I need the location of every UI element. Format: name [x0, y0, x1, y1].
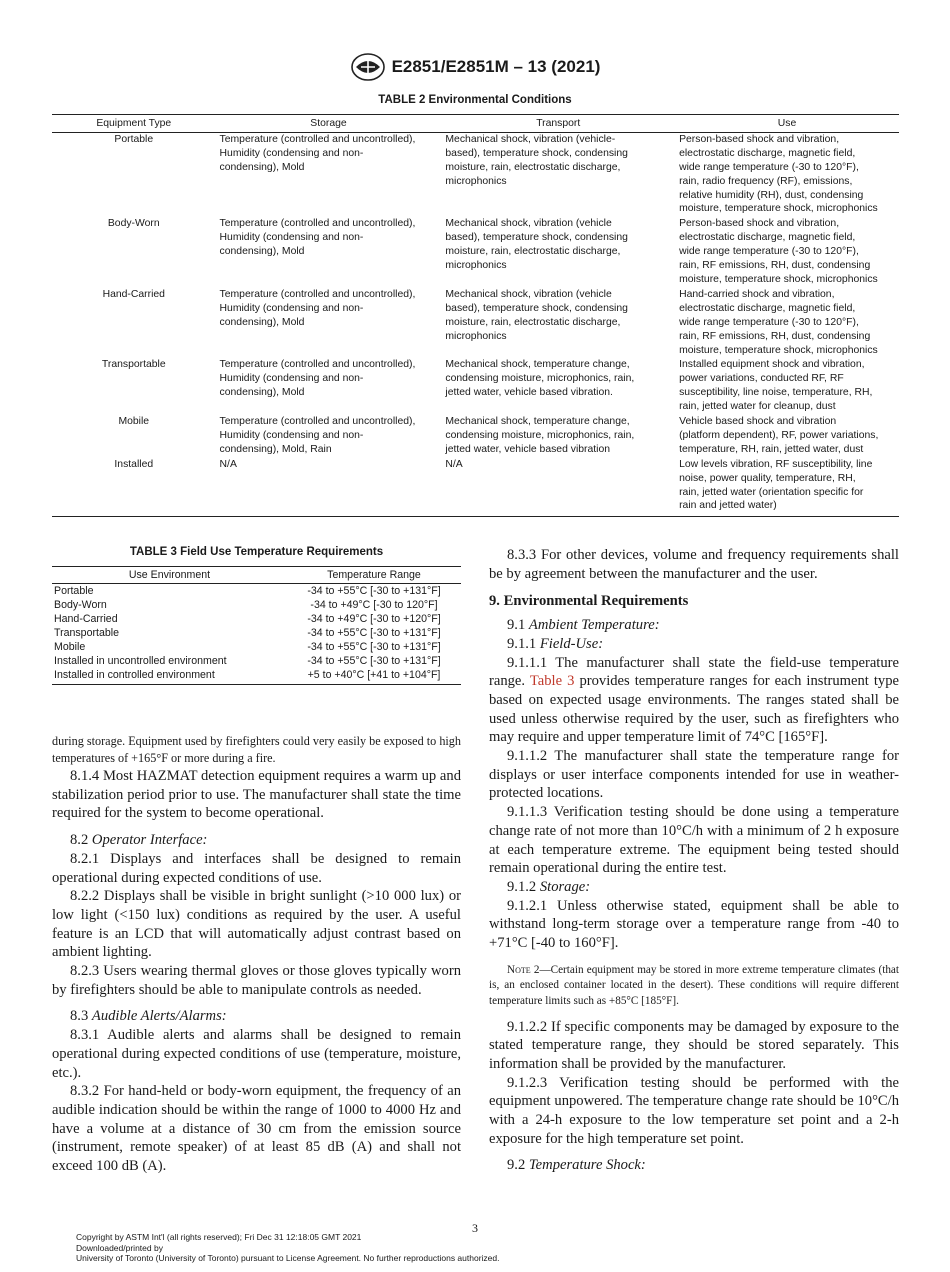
- table3-cell-temperature-range: +5 to +40°C [+41 to +104°F]: [287, 668, 461, 685]
- table2-cell-storage: [216, 415, 442, 458]
- table3-header-row: [52, 567, 461, 584]
- table2-cell-line: moisture, rain, electrostatic discharge,: [445, 316, 621, 328]
- heading-9-2-number: 9.2: [507, 1157, 526, 1174]
- table2-cell-line: Mechanical shock, temperature change,: [445, 416, 630, 428]
- note-2-text: —Certain equipment may be stored in more extreme temperature climates (that is, an enclosed container located in the desert). These conditions will require different temperature limits such as +85°C [185°F].: [489, 963, 899, 1007]
- table2-row: [52, 415, 899, 458]
- table2-cell-transport: [441, 132, 675, 217]
- table2-cell-use: [675, 217, 899, 288]
- heading-8-2: [52, 831, 461, 850]
- heading-9-2-title: Temperature Shock:: [528, 1157, 646, 1174]
- table3-cell-use-environment: Installed in controlled environment: [52, 668, 287, 685]
- table2-cell-line: condensing), Mold: [219, 161, 305, 173]
- table2-cell-line: temperature, RH, rain, jetted water, dust: [679, 443, 864, 455]
- paragraph-8-3-2: 8.3.2 For hand-held or body-worn equipment, the frequency of an audible indication should be within the range of 1000 to 4000 Hz and have a volume at a distance of 30 cm from the emission source (instrument, remote speaker) of at least 85 dB (A) and shall not exceed 100 dB (A).: [52, 1083, 461, 1175]
- table3-cell-temperature-range: -34 to +55°C [-30 to +131°F]: [307, 627, 441, 639]
- table2-cell-line: power variations, conducted RF, RF: [679, 373, 844, 385]
- table2-row: [52, 358, 899, 415]
- paragraph-9-1-1-3: 9.1.1.3 Verification testing should be done using a temperature change rate of not more than 10°C/h with a minimum of 2 h exposure at each temperature extreme. The equipment being tested should remain operational during the entire test.: [489, 804, 899, 877]
- paragraph-9-1-1-1-end: provides temperature ranges for each instrument type based on expected usage environments. The ranges stated shall be used unless otherwise required by the user, such as firefighters who may require and upper temperature limit of 74°C [165°F].: [489, 673, 899, 746]
- table2-cell-equipment-type: Transportable: [101, 359, 166, 371]
- astm-logo-icon: [350, 52, 386, 82]
- table2-cell-line: jetted water, vehicle based vibration.: [445, 387, 613, 399]
- table2-cell-line: wide range temperature (-30 to 120°F),: [679, 316, 859, 328]
- table2-cell-use: [675, 415, 899, 458]
- table2-cell-line: moisture, temperature shock, microphonics: [679, 273, 878, 285]
- table2-cell-equipment-type: Portable: [114, 133, 154, 145]
- table2-row: [52, 288, 899, 359]
- table3-cell-temperature-range: -34 to +55°C [-30 to +131°F]: [307, 641, 441, 653]
- table2-cell-line: microphonics: [445, 330, 507, 342]
- table3: [52, 566, 461, 685]
- table2-cell-line: Installed equipment shock and vibration,: [679, 359, 865, 371]
- table2-cell-line: electrostatic discharge, magnetic field,: [679, 302, 856, 314]
- table2-header-row: [52, 115, 899, 133]
- table2-cell-line: moisture, rain, electrostatic discharge,: [445, 161, 621, 173]
- table2-cell-line: N/A: [445, 458, 463, 470]
- table2-cell-line: Temperature (controlled and uncontrolled),: [219, 133, 416, 145]
- table2-row: [52, 458, 899, 517]
- paragraph-9-1-2-1: 9.1.2.1 Unless otherwise stated, equipment shall be able to withstand long-term storage over a temperature range from -40 to +71°C [-40 to 160°F].: [489, 897, 899, 952]
- table2-cell-line: (platform dependent), RF, power variations,: [679, 429, 879, 441]
- table2-cell-line: Person-based shock and vibration,: [679, 133, 840, 145]
- table2-cell-line: based), temperature shock, condensing: [445, 147, 628, 159]
- table2-cell-use: [675, 458, 899, 517]
- table2-cell-transport: [441, 288, 675, 359]
- table2-title: TABLE 2 Environmental Conditions: [378, 94, 572, 106]
- table3-link[interactable]: Table 3: [529, 673, 575, 690]
- heading-9: 9. Environmental Requirements: [489, 593, 689, 610]
- table2-cell-line: Person-based shock and vibration,: [679, 218, 840, 230]
- table2-cell-line: Temperature (controlled and uncontrolled),: [219, 359, 416, 371]
- table2-cell-transport: [441, 358, 675, 415]
- footer-line-2: Downloaded/printed by: [76, 1242, 163, 1253]
- table2-cell-line: rain, jetted water for cleanup, dust: [679, 401, 836, 413]
- heading-9-1-1-title: Field-Use:: [539, 635, 604, 652]
- table2-header-use: Use: [675, 115, 899, 133]
- heading-9-2: [489, 1156, 899, 1175]
- table2-cell-line: Humidity (condensing and non-: [219, 232, 364, 244]
- table2-cell-line: Low levels vibration, RF susceptibility, line: [679, 458, 873, 470]
- table2-cell-line: moisture, rain, electrostatic discharge,: [445, 246, 621, 258]
- paragraph-8-2-1: 8.2.1 Displays and interfaces shall be designed to remain operational during expected conditions of use.: [52, 850, 461, 886]
- heading-8-3-title: Audible Alerts/Alarms:: [91, 1008, 227, 1025]
- table2-cell-line: Temperature (controlled and uncontrolled),: [219, 288, 416, 300]
- table2-cell-line: Hand-carried shock and vibration,: [679, 288, 835, 300]
- table2-cell-line: moisture, temperature shock, microphonics: [679, 344, 878, 356]
- table2-cell-line: noise, power quality, temperature, RH,: [679, 472, 856, 484]
- table2-cell-use: [675, 358, 899, 415]
- heading-9-1-1: [489, 635, 899, 654]
- copyright-footer: [76, 1232, 500, 1264]
- table2-cell-use: [675, 288, 899, 359]
- table3-cell-use-environment: Transportable: [54, 627, 119, 639]
- table2-row: [52, 132, 899, 217]
- table3-cell-use-environment: Mobile: [54, 641, 86, 653]
- table2-cell-line: rain, radio frequency (RF), emissions,: [679, 175, 853, 187]
- heading-8-2-title: Operator Interface:: [91, 832, 208, 849]
- table2-cell-line: Humidity (condensing and non-: [219, 147, 364, 159]
- table3-cell-temperature-range: -34 to +55°C [-30 to +131°F]: [307, 655, 441, 667]
- table2-cell-line: wide range temperature (-30 to 120°F),: [679, 246, 859, 258]
- paragraph-8-3-1: 8.3.1 Audible alerts and alarms shall be designed to remain operational during expected conditions of use (temperature, moisture, etc.).: [52, 1027, 461, 1081]
- table3-row: [52, 626, 461, 640]
- heading-9-1-number: 9.1: [507, 617, 526, 634]
- page-number: 3: [472, 1221, 478, 1235]
- table2-cell-line: relative humidity (RH), dust, condensing: [679, 189, 864, 201]
- table2-cell-line: condensing moisture, microphonics, rain,: [445, 373, 635, 385]
- table2-cell-line: condensing), Mold, Rain: [219, 443, 332, 455]
- footer-line-1: Copyright by ASTM Int'l (all rights reserved); Fri Dec 31 12:18:05 GMT 2021: [76, 1232, 362, 1242]
- paragraph-9-1-1-1: [489, 654, 899, 748]
- heading-9-1: [489, 616, 899, 635]
- table3-title: TABLE 3 Field Use Temperature Requirements: [129, 546, 384, 558]
- paragraph-9-1-2-2: 9.1.2.2 If specific components may be damaged by exposure to the stated temperature range, they should be stored separately. This information shall be provided by the manufacturer.: [489, 1018, 899, 1072]
- table2-cell-line: jetted water, vehicle based vibration: [445, 443, 611, 455]
- table2-cell-line: rain, RF emissions, RH, dust, condensing: [679, 330, 871, 342]
- table2-cell-equipment-type: Hand-Carried: [102, 288, 165, 300]
- table3-cell-temperature-range: -34 to +49°C [-30 to 120°F]: [310, 599, 438, 611]
- table2-cell-line: condensing), Mold: [219, 387, 305, 399]
- table3-row: [52, 668, 461, 685]
- table2: [52, 114, 899, 517]
- paragraph-8-3-3: 8.3.3 For other devices, volume and frequency requirements shall be by agreement between the manufacturer and the user.: [489, 547, 899, 582]
- table2-cell-line: microphonics: [445, 260, 507, 272]
- table2-row: [52, 217, 899, 288]
- table2-cell-line: electrostatic discharge, magnetic field,: [679, 232, 856, 244]
- table3-cell-temperature-range: -34 to +55°C [-30 to +131°F]: [307, 585, 441, 597]
- table3-row: [52, 584, 461, 599]
- page-header: [0, 52, 950, 82]
- table3-cell-use-environment: Portable: [54, 585, 94, 597]
- footer-line-3: University of Toronto (University of Toronto) pursuant to License Agreement. No further reproductions authorized.: [76, 1253, 500, 1263]
- table3-row: [52, 612, 461, 626]
- heading-9-1-2-number: 9.1.2: [507, 878, 537, 895]
- table2-cell-transport: [441, 415, 675, 458]
- table2-cell-line: susceptibility, line noise, temperature, RH,: [679, 387, 873, 399]
- table2-cell-line: Mechanical shock, vibration (vehicle: [445, 288, 612, 300]
- table2-cell-line: Humidity (condensing and non-: [219, 302, 364, 314]
- paragraph-9-1-2-3: 9.1.2.3 Verification testing should be performed with the equipment unpowered. The temperature change rate should be 10°C/h with a 24-h exposure to the low temperature set point and a 2-h exposure for the high temperature set point.: [489, 1074, 899, 1147]
- note-2-label: Note 2: [507, 963, 540, 976]
- paragraph-8-2-3: 8.2.3 Users wearing thermal gloves or those gloves typically worn by firefighters should be able to manipulate controls as needed.: [52, 963, 461, 998]
- table2-cell-line: Vehicle based shock and vibration: [679, 416, 837, 428]
- table2-cell-equipment-type: Mobile: [118, 416, 150, 428]
- table2-cell-transport: [441, 458, 675, 517]
- table3-cell-use-environment: Body-Worn: [54, 599, 107, 611]
- table2-cell-line: condensing), Mold: [219, 246, 305, 258]
- table2-cell-line: condensing moisture, microphonics, rain,: [445, 429, 635, 441]
- heading-9-1-1-number: 9.1.1: [507, 635, 537, 652]
- table2-cell-line: based), temperature shock, condensing: [445, 302, 628, 314]
- table2-cell-line: wide range temperature (-30 to 120°F),: [679, 161, 859, 173]
- paragraph-9-1-1-1-start: 9.1.1.1 The manufacturer shall state the field-use temperature range.: [489, 654, 899, 690]
- table2-cell-line: Humidity (condensing and non-: [219, 373, 364, 385]
- table2-cell-line: Mechanical shock, vibration (vehicle-: [445, 133, 616, 145]
- table2-header-storage: Storage: [216, 115, 442, 133]
- table2-cell-transport: [441, 217, 675, 288]
- table2-cell-equipment-type: Body-Worn: [107, 218, 160, 230]
- table3-cell-temperature-range: -34 to +49°C [-30 to +120°F]: [307, 613, 441, 625]
- paragraph-continuation: during storage. Equipment used by firefighters could very easily be exposed to high temperatures of +165°F or more during a fire.: [52, 734, 461, 765]
- left-column: [52, 733, 461, 1176]
- table2-cell-line: Humidity (condensing and non-: [219, 429, 364, 441]
- table2-cell-storage: [216, 458, 442, 517]
- right-column: [489, 546, 899, 1175]
- table2-cell-line: condensing), Mold: [219, 316, 305, 328]
- note-2: [489, 963, 899, 1010]
- table2-cell-line: Mechanical shock, temperature change,: [445, 359, 630, 371]
- table2-cell-storage: [216, 358, 442, 415]
- heading-9-1-2: [489, 878, 899, 897]
- table2-cell-line: rain, RF emissions, RH, dust, condensing: [679, 260, 871, 272]
- table2-cell-line: Temperature (controlled and uncontrolled),: [219, 218, 416, 230]
- table2-cell-line: electrostatic discharge, magnetic field,: [679, 147, 856, 159]
- table3-row: [52, 640, 461, 654]
- table2-cell-equipment-type: Installed: [52, 458, 216, 517]
- paragraph-8-1-4: 8.1.4 Most HAZMAT detection equipment requires a warm up and stabilization period prior to use. The manufacturer shall state the time required for the system to become operational.: [52, 768, 461, 822]
- table2-cell-use: [675, 132, 899, 217]
- table2-cell-line: N/A: [219, 458, 237, 470]
- table3-header-temperature-range: Temperature Range: [287, 567, 461, 584]
- table3-row: [52, 598, 461, 612]
- table2-cell-line: Temperature (controlled and uncontrolled),: [219, 416, 416, 428]
- document-designation: E2851/E2851M – 13 (2021): [391, 57, 601, 76]
- paragraph-9-1-1-2: 9.1.1.2 The manufacturer shall state the temperature range for displays or user interface components intended for use in weather-protected locations.: [489, 748, 899, 802]
- heading-9-1-2-title: Storage:: [539, 878, 591, 895]
- paragraph-8-2-2: 8.2.2 Displays shall be visible in bright sunlight (>10 000 lux) or low light (<150 lux) conditions as required by the user. A useful feature is an LCD that will automatically adjust contrast based on ambient lighting.: [52, 888, 461, 961]
- table2-cell-storage: [216, 288, 442, 359]
- table2-cell-line: rain, jetted water (orientation specific for: [679, 486, 864, 498]
- table3-header-use-environment: Use Environment: [52, 567, 287, 584]
- table2-cell-line: based), temperature shock, condensing: [445, 232, 628, 244]
- table2-header-transport: Transport: [441, 115, 675, 133]
- table2-cell-line: microphonics: [445, 175, 507, 187]
- heading-9-1-title: Ambient Temperature:: [528, 617, 660, 634]
- table3-row: [52, 654, 461, 668]
- table3-cell-use-environment: Hand-Carried: [54, 613, 118, 625]
- heading-8-2-number: 8.2: [70, 832, 89, 849]
- table2-cell-storage: [216, 132, 442, 217]
- table2-header-equipment-type: Equipment Type: [52, 115, 216, 133]
- heading-8-3-number: 8.3: [70, 1008, 89, 1025]
- heading-8-3: [52, 1007, 461, 1026]
- table2-cell-storage: [216, 217, 442, 288]
- table2-cell-line: moisture, temperature shock, microphonics: [679, 203, 878, 215]
- table2-cell-line: Mechanical shock, vibration (vehicle: [445, 218, 612, 230]
- table3-cell-use-environment: Installed in uncontrolled environment: [54, 655, 227, 667]
- table2-cell-line: rain and jetted water): [679, 500, 777, 512]
